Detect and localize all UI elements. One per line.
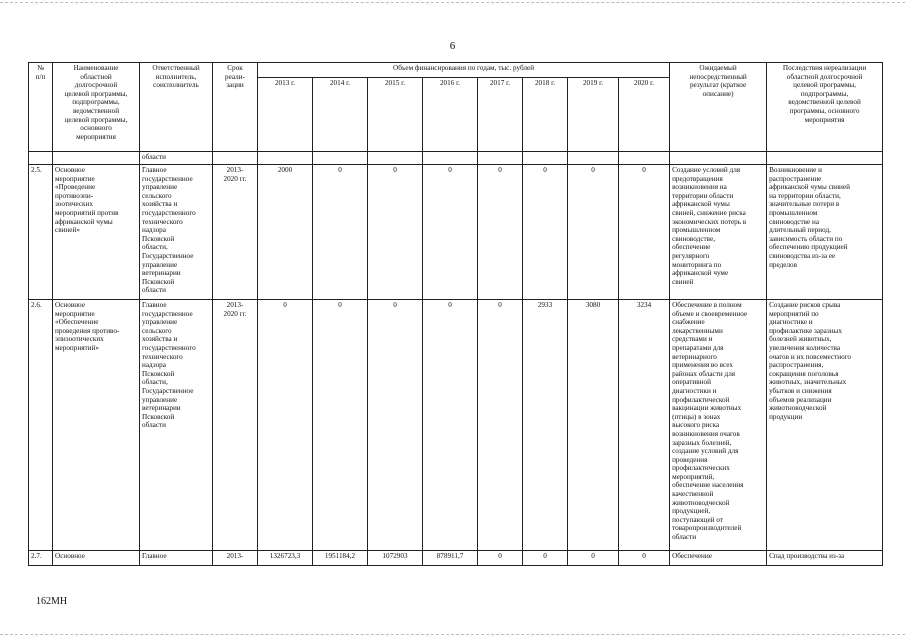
header-responsible: Ответственный исполнитель, соисполнитель [140, 63, 213, 152]
row-value: 0 [478, 300, 523, 551]
table-row [29, 300, 883, 551]
row-consequences: Спад производства из-за [767, 551, 883, 566]
row-responsible: Главное государственное управление сельского хозяйства и государственного технического надзора Псковской области, Государственное управление ветеринарии Псковской области [140, 300, 213, 551]
row-period: 2013- [213, 551, 258, 566]
header-year: 2016 г. [423, 78, 478, 152]
header-year: 2018 г. [523, 78, 568, 152]
top-edge-line [0, 2, 905, 3]
table-row [29, 165, 883, 300]
program-table [28, 62, 883, 566]
row-responsible: Главное [140, 551, 213, 566]
row-period: 2013- 2020 гг. [213, 300, 258, 551]
row-value: 0 [368, 300, 423, 551]
header-period: Срок реали- зации [213, 63, 258, 152]
row-value: 0 [313, 300, 368, 551]
row-value: 1072903 [368, 551, 423, 566]
header-consequences: Последствия нереализации областной долгосрочной целевой программы, подпрограммы, ведомственной целевой программы, основного мероприятия [767, 63, 883, 152]
row-value: 1326723,3 [258, 551, 313, 566]
header-year: 2014 г. [313, 78, 368, 152]
row-expected: Обеспечение в полном объеме и своевременное снабжение лекарственными средствами и препаратами для ветеринарного применения во всех районах области для оперативной диагностики и профилактической вакцинации животных (птицы) в зонах высокого риска возникновения очагов заразных болезней, создание условий для проведения профилактических мероприятий, обеспечение населения качественной животноводческой продукцией, поступающей от товаропроизводителей области [670, 300, 767, 551]
row-responsible: Главное государственное управление сельского хозяйства и государственного технического надзора Псковской области, Государственное управление ветеринарии Псковской области [140, 165, 213, 300]
row-value: 0 [423, 165, 478, 300]
row-value: 0 [619, 551, 670, 566]
bottom-edge-line [0, 634, 905, 635]
header-name: Наименование областной долгосрочной целевой программы, подпрограммы, ведомственной целевой программы, основного мероприятия [53, 63, 140, 152]
row-num: 2.6. [29, 300, 53, 551]
row-value: 1951184,2 [313, 551, 368, 566]
row-value: 0 [258, 300, 313, 551]
row-value: 0 [423, 300, 478, 551]
header-year: 2017 г. [478, 78, 523, 152]
header-year: 2013 г. [258, 78, 313, 152]
row-value: 0 [313, 165, 368, 300]
page-number: 6 [449, 40, 456, 52]
table-row-continuation [29, 152, 883, 165]
table-row [29, 551, 883, 566]
row-value: 0 [568, 165, 619, 300]
row-num: 2.7. [29, 551, 53, 566]
row-name: Основное мероприятие «Проведение противоэпи- зоотических мероприятий против африканской чумы свиней» [53, 165, 140, 300]
header-num: № п/п [29, 63, 53, 152]
continuation-text: области [140, 152, 213, 165]
header-row-1 [29, 63, 883, 78]
row-name: Основное мероприятие «Обеспечение проведения противо- эпизоотических мероприятий» [53, 300, 140, 551]
row-expected: Создание условий для предотвращения возникновения на территории области африканской чумы свиней, снижение риска экономических потерь в промышленном свиноводстве, обеспечение регулярного мониторинга по африканской чуме свиней [670, 165, 767, 300]
row-value: 0 [368, 165, 423, 300]
row-expected: Обеспечение [670, 551, 767, 566]
row-value: 0 [478, 551, 523, 566]
header-funding: Объем финансирования по годам, тыс. рублей [258, 63, 670, 78]
row-value: 3234 [619, 300, 670, 551]
row-value: 878911,7 [423, 551, 478, 566]
header-year: 2019 г. [568, 78, 619, 152]
row-period: 2013- 2020 гг. [213, 165, 258, 300]
row-name: Основное [53, 551, 140, 566]
row-value: 0 [523, 551, 568, 566]
row-value: 0 [568, 551, 619, 566]
row-num: 2.5. [29, 165, 53, 300]
header-year: 2020 г. [619, 78, 670, 152]
row-value: 0 [478, 165, 523, 300]
row-consequences: Возникновение и распространение африканской чумы свиней на территории области, значительные потери в промышленном свиноводстве на длительный период, зависимость области по обеспечению продукцией свиноводства из-за ее пределов [767, 165, 883, 300]
row-value: 3080 [568, 300, 619, 551]
header-year: 2015 г. [368, 78, 423, 152]
row-value: 0 [523, 165, 568, 300]
row-value: 2933 [523, 300, 568, 551]
header-expected: Ожидаемый непосредственный результат (краткое описание) [670, 63, 767, 152]
row-value: 0 [619, 165, 670, 300]
footer-code: 162МН [36, 596, 68, 607]
row-value: 2000 [258, 165, 313, 300]
row-consequences: Создание рисков срыва мероприятий по диагностике и профилактике заразных болезней животных, увеличения количества очагов и их повсеместного распространения, сокращения поголовья животных, значительных убытков и снижения объемов реализации животноводческой продукции [767, 300, 883, 551]
